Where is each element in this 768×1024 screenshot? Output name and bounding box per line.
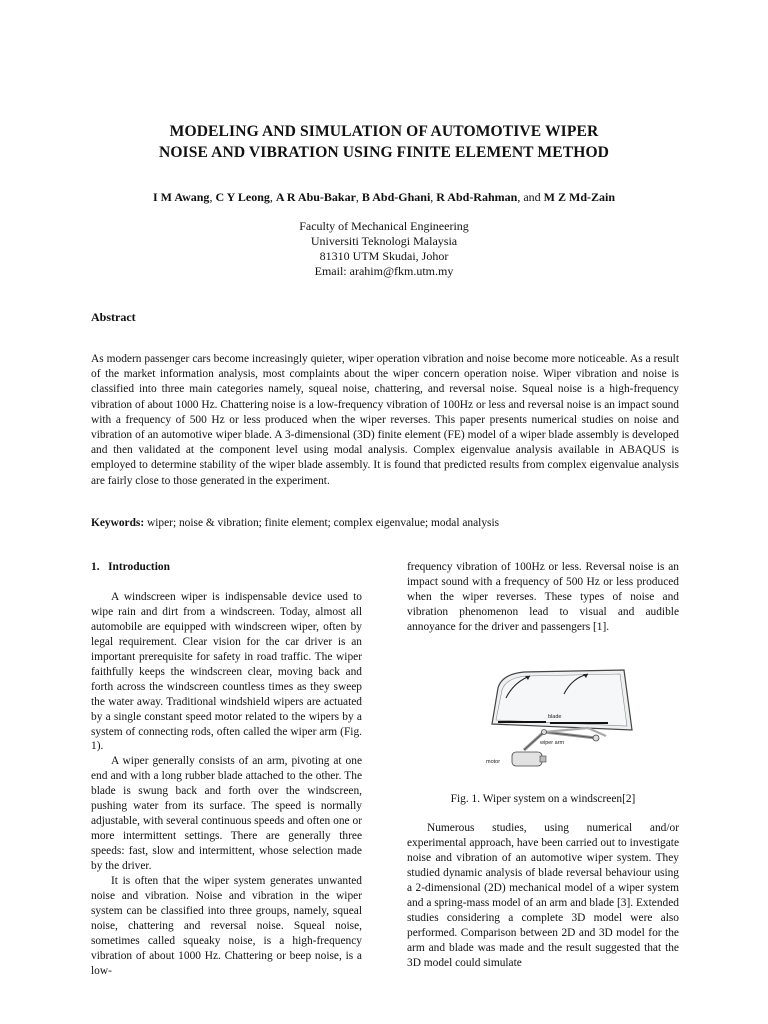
author-separator: , — [430, 190, 437, 204]
author-separator: , — [269, 190, 276, 204]
label-wiper-arm: wiper arm — [540, 740, 565, 746]
intro-paragraph-1: A windscreen wiper is indispensable device used to wipe rain and dirt from a windscreen. Today, almost all automobile are equipped with windscreen wiper, often by legal requirement. Clear vision for the car driver is an important prerequisite for safety in road traffic. The wiper faithfully keeps the windscreen clear, moving back and forth across the windscreen countless times as they sweep the water away. Traditional windshield wipers are actuated by a single constant speed motor related to the wipers by a system of connecting rods, often called the wiper arm (Fig. 1). — [91, 590, 362, 753]
windscreen-glass — [496, 674, 627, 726]
pivot-left — [542, 730, 547, 735]
affiliation — [0, 219, 768, 279]
right-column-top — [407, 560, 679, 635]
intro-paragraph-3: It is often that the wiper system generates unwanted noise and vibration. Noise and vibration in the wiper system can be classified into three groups, namely, squeal noise, chattering and reversal noise. Squeal noise, sometimes called squeaky noise, is a high-frequency vibration of about 1000 Hz. Chattering or beep noise, is a low- — [91, 875, 362, 977]
intro-paragraph-4: Numerous studies, using numerical and/or experimental approach, have been carried out to investigate noise and vibration of an automotive wiper system. They studied dynamic analysis of blade reversal behaviour using a 2-dimensional (2D) mechanical model of a wiper system and a spring-mass model of an arm and blade [3]. Extended studies considering a complete 3D model were also performed. Comparison between 2D and 3D model for the arm and blade was made and the result suggested that the 3D model could simulate — [407, 822, 679, 969]
motor-body — [512, 752, 542, 766]
figure-caption: Fig. 1. Wiper system on a windscreen[2] — [450, 793, 636, 805]
intro-paragraph-3-continued: frequency vibration of 100Hz or less. Reversal noise is an impact sound with a frequency of 500 Hz or less produced when the wiper reverses. These types of noise and vibration phenomenon lead to visual and audible annoyance for the driver and passengers [1]. — [407, 561, 679, 633]
section-heading-introduction: 1. Introduction — [91, 561, 170, 573]
label-blade: blade — [548, 714, 562, 720]
pivot-right — [593, 735, 599, 741]
right-column-bottom — [407, 821, 679, 971]
author-6: M Z Md-Zain — [543, 190, 615, 204]
wiper-diagram — [484, 666, 634, 778]
keywords-text: wiper; noise & vibration; finite element; complex eigenvalue; modal analysis — [144, 517, 500, 529]
motor-gear — [540, 756, 546, 762]
author-4: B Abd-Ghani — [361, 190, 431, 204]
affiliation-address: 81310 UTM Skudai, Johor — [319, 249, 449, 263]
abstract-text: As modern passenger cars become increasingly quieter, wiper operation vibration and noise become more noticeable. As a result of the market information analysis, most complaints about the wiper concern operation noise. Wiper vibration and noise is classified into three main categories namely, squeal noise, chattering, and reversal noise. Squeal noise is a high-frequency vibration of about 1000 Hz. Chattering noise is a low-frequency vibration of 100Hz or less and reversal noise is an impact sound with a frequency of 500 Hz or less produced when the wiper reverses. This paper presents numerical studies on noise and vibration of an automotive wiper blade. A 3-dimensional (3D) finite element (FE) model of a wiper blade assembly is developed and then validated at the component level using modal analysis. Complex eigenvalue analysis available in ABAQUS is employed to determine stability of the wiper blade assembly. It is found that predicted results from complex eigenvalue analysis are fairly close to those generated in the experiment. — [91, 353, 679, 487]
author-1: I M Awang — [152, 190, 210, 204]
figure-wiper-system — [484, 666, 634, 778]
author-5: R Abd-Rahman — [436, 190, 518, 204]
title-line-2: NOISE AND VIBRATION USING FINITE ELEMENT METHOD — [158, 144, 610, 161]
affiliation-university: Universiti Teknologi Malaysia — [310, 234, 458, 248]
paper-title — [0, 121, 768, 163]
author-separator: , — [209, 190, 216, 204]
label-motor: motor — [486, 759, 501, 765]
author-2: C Y Leong — [215, 190, 270, 204]
author-list — [0, 189, 768, 205]
intro-paragraph-2: A wiper generally consists of an arm, pivoting at one end and with a long rubber blade attached to the other. The blade is swung back and forth over the windscreen, pushing water from its surface. The speed is normally adjustable, with several continuous speeds and often one or more intermittent settings. There are generally three speeds: fast, slow and intermittent, whose selection made by the driver. — [91, 755, 362, 873]
author-separator: , — [355, 190, 362, 204]
abstract-heading: Abstract — [91, 310, 136, 324]
title-line-1: MODELING AND SIMULATION OF AUTOMOTIVE WIPER — [169, 123, 599, 140]
left-column — [91, 560, 362, 979]
keywords — [91, 516, 691, 531]
author-3: A R Abu-Bakar — [275, 190, 356, 204]
author-separator-and: , and — [517, 190, 544, 204]
affiliation-email: Email: arahim@fkm.utm.my — [314, 264, 454, 278]
keywords-label: Keywords: — [91, 517, 145, 529]
affiliation-faculty: Faculty of Mechanical Engineering — [299, 219, 469, 233]
